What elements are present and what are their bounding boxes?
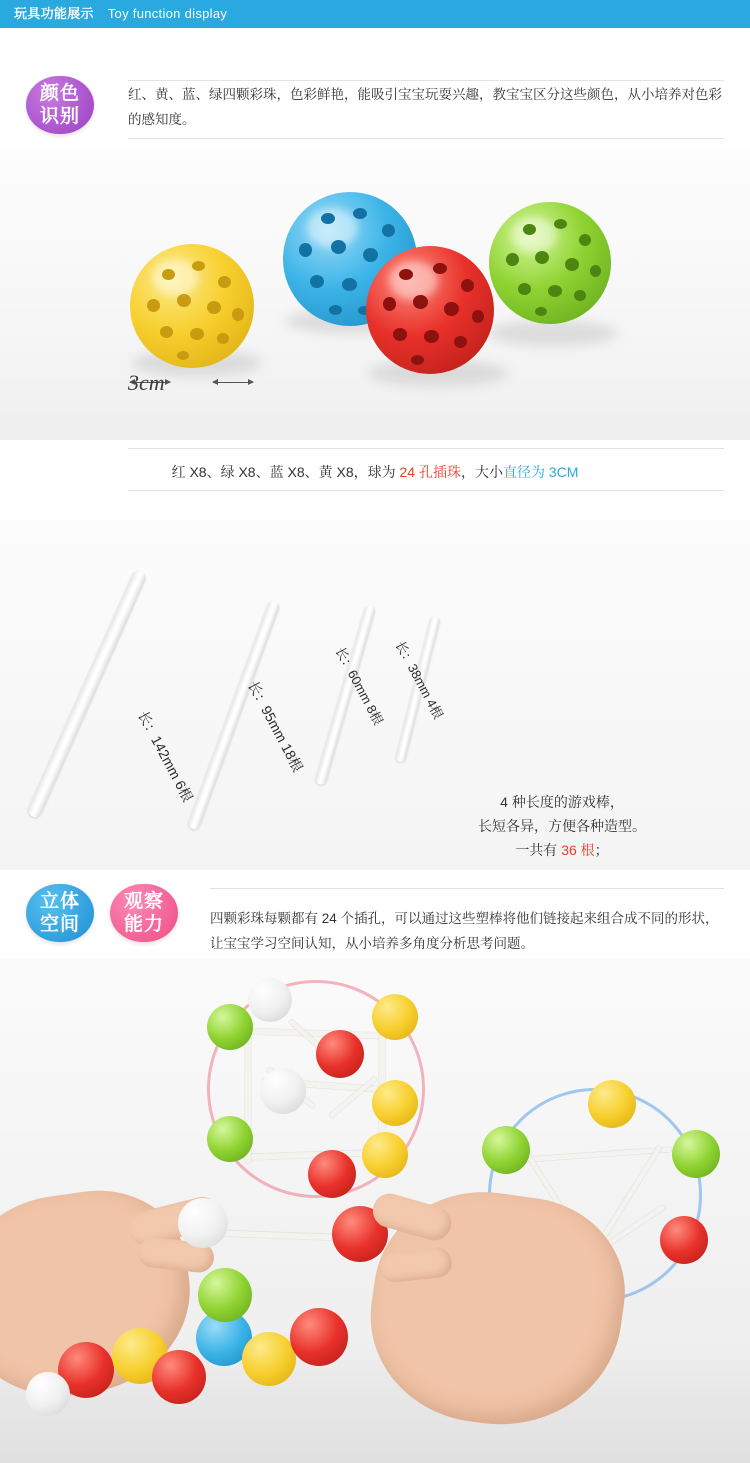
hole [162,269,175,280]
hole [331,240,346,254]
green-ball [198,1268,252,1322]
divider-bottom [128,138,724,139]
hole [548,285,562,297]
caption-part2: ，大小 [460,464,503,480]
hole [218,276,231,288]
balls-caption [0,456,750,482]
yellow-ball [588,1080,636,1128]
hole [190,328,204,340]
hole [461,279,474,292]
white-ball [260,1068,306,1114]
caption-rule-bottom [128,490,724,491]
green-ball [207,1004,253,1050]
divider-top [128,80,724,81]
yellow-ball [372,1080,418,1126]
hole [554,219,567,229]
section-spatial-observation-header [0,876,750,952]
hole [207,301,221,314]
stick-142mm [26,569,148,820]
size-arrow-right [213,382,253,383]
hole [444,302,459,316]
yellow-ball [362,1132,408,1178]
yellow-ball [242,1332,296,1386]
badge-line2: 识别 [39,106,80,127]
hole [342,278,357,291]
white-ball [248,978,292,1022]
red-ball [366,246,494,374]
white-ball [26,1372,70,1416]
hole [393,328,407,341]
hole [574,290,586,301]
badge-color-recognition [26,76,94,134]
caption-part1: 红 X8、绿 X8、蓝 X8、黄 X8，球为 [171,464,400,480]
green-ball [207,1116,253,1162]
section-spatial-observation-text: 四颗彩珠每颗都有 24 个插孔，可以通过这些塑棒将他们链接起来组合成不同的形状，让宝宝学习空间认知，从小培养多角度分析思考问题。 [210,911,719,951]
hole [579,234,591,246]
sticks-total-count: 36 根 [561,842,595,858]
stick-label-38mm: 长：38mm 4根 [392,638,447,722]
sticks-note [402,790,722,862]
header-title-cn: 玩具功能展示 [14,6,94,21]
caption-rule-top [128,448,724,449]
caption-highlight-holes: 24 孔插珠 [399,464,461,480]
hole [411,355,424,365]
badge-line1: 颜色 [39,83,80,104]
hole [177,294,191,307]
hole [413,295,428,309]
stick-label-142mm: 长：142mm 6根 [134,708,197,805]
hole [353,208,367,219]
hole [382,224,395,237]
hole [506,253,519,266]
red-ball [152,1350,206,1404]
ball-highlight [511,217,557,254]
hole [454,336,467,348]
hole [424,330,439,343]
header-title-en: Toy function display [107,6,228,21]
hole [535,251,549,264]
section-color-recognition-header [0,76,750,138]
section-color-recognition-text: 红、黄、蓝、绿四颗彩珠，色彩鲜艳，能吸引宝宝玩耍兴趣，教宝宝区分这些颜色，从小培养对色彩的感知度。 [128,87,722,127]
hole [329,305,342,315]
badge-line2: 能力 [123,914,164,935]
hole [217,333,229,344]
hole [383,297,396,311]
sticks-note-line1: 4 种长度的游戏棒， [500,794,624,810]
hole [472,310,484,323]
sticks-note-line3-pre: 一共有 [515,842,562,858]
hole [310,275,324,288]
white-ball [178,1198,228,1248]
caption-highlight-diameter: 直径为 3CM [502,464,579,480]
hole [590,265,601,277]
hole [192,261,205,271]
green-ball [489,202,611,324]
hole [299,243,312,257]
hole [535,307,547,316]
balls-caption-block [0,456,750,482]
stick-label-60mm: 长：60mm 8根 [332,644,387,728]
sticks-note-line2: 长短各异，方便各种造型。 [478,818,646,834]
hole [518,283,531,295]
badge-spatial-space [26,884,94,942]
hole [565,258,579,271]
hole [160,326,173,338]
size-label: 3cm [128,370,165,395]
yellow-ball [130,244,254,368]
badge-line1: 立体 [39,891,80,912]
badge-observation-ability [110,884,178,942]
badge-line1: 观察 [123,891,164,912]
hole [363,248,378,262]
green-ball [482,1126,530,1174]
red-ball [316,1030,364,1078]
green-ball [672,1130,720,1178]
hole [147,299,160,312]
red-ball [660,1216,708,1264]
hole [232,308,244,321]
four-balls-photo [0,150,750,440]
sticks-note-line3 [402,838,722,862]
divider-top-2 [210,888,724,889]
red-ball [308,1150,356,1198]
red-ball [290,1308,348,1366]
sticks-note-line3-post: ； [594,842,609,858]
yellow-ball [372,994,418,1040]
ball-highlight [389,261,438,299]
assembly-photo [0,958,750,1463]
page-header-bar [0,0,750,28]
badge-line2: 空间 [39,914,80,935]
hole [177,351,189,360]
stick-label-95mm: 长：95mm 18根 [244,678,307,775]
hole [433,263,447,274]
